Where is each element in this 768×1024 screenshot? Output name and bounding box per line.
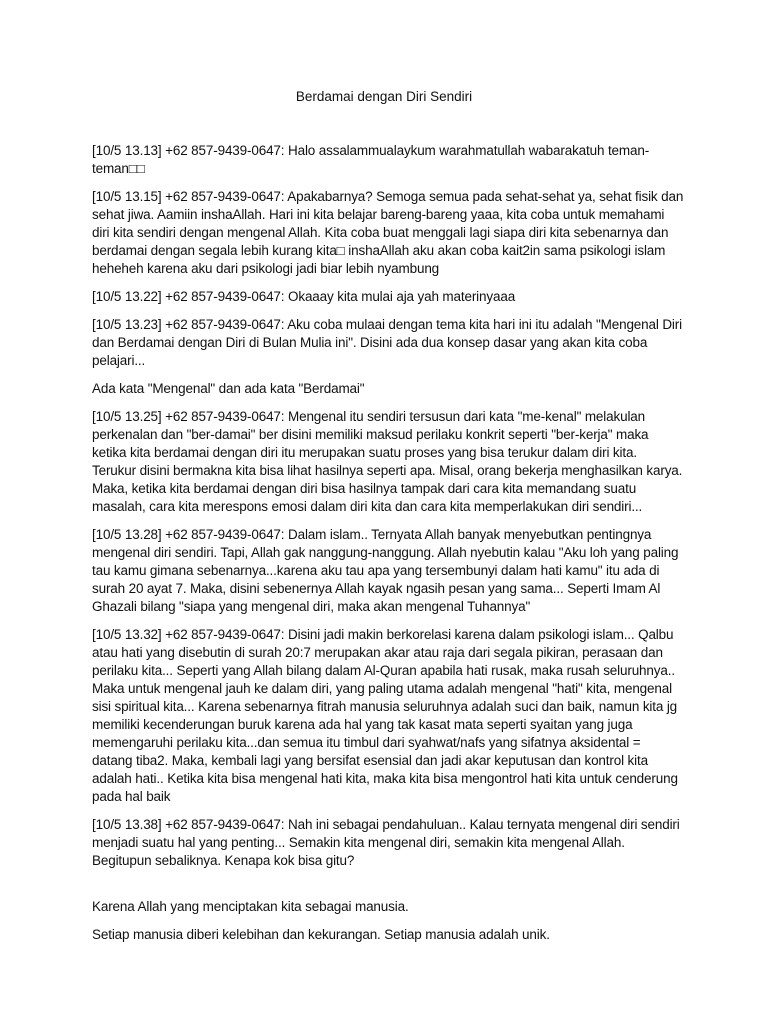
paragraph-concepts: Ada kata "Mengenal" dan ada kata "Berdamai"	[92, 381, 365, 396]
document-body	[92, 142, 684, 954]
chat-message-4: [10/5 13.23] +62 857-9439-0647: Aku coba mulaai dengan tema kita hari ini itu adalah "Mengenal Diri dan Berdamai dengan Diri di Bulan Mulia ini". Disini ada dua konsep dasar yang akan kita coba pelajari...	[92, 317, 682, 368]
chat-message-7: [10/5 13.32] +62 857-9439-0647: Disini jadi makin berkorelasi karena dalam psikologi islam... Qalbu atau hati yang disebutin di surah 20:7 merupakan akar atau raja dari segala pikiran, perasaan dan perilaku kita... Seperti yang Allah bilang dalam Al-Quran apabila hati rusak, maka rusah seluruhnya.. Maka untuk mengenal jauh ke dalam diri, yang paling utama adalah mengenal "hati" kita, mengenal sisi spiritual kita... Karena sebenarnya fitrah manusia seluruhnya adalah suci dan baik, namun kita jg memiliki kecenderungan buruk karena ada hal yang tak kasat mata seperti syaitan yang juga memengaruhi perilaku kita...dan semua itu timbul dari syahwat/nafs yang sifatnya aksidental = datang tiba2. Maka, kembali lagi yang bersifat esensial dan jadi akar keputusan dan kontrol kita adalah hati.. Ketika kita bisa mengenal hati kita, maka kita bisa mengontrol hati kita untuk cenderung pada hal baik	[92, 627, 678, 804]
chat-message-5: [10/5 13.25] +62 857-9439-0647: Mengenal itu sendiri tersusun dari kata "me-kenal" melakulan perkenalan dan "ber-damai" ber disini memiliki maksud perilaku konkrit seperti "ber-kerja" maka ketika kita berdamai dengan diri itu merupakan suatu proses yang bisa terukur dalam diri kita. Terukur disini bermakna kita bisa lihat hasilnya seperti apa. Misal, orang bekerja menghasilkan karya. Maka, ketika kita berdamai dengan diri bisa hasilnya tampak dari cara kita memandang suatu masalah, cara kita merespons emosi dalam diri kita dan cara kita memperlakukan diri sendiri...	[92, 409, 683, 514]
document-title: Berdamai dengan Diri Sendiri	[295, 89, 473, 104]
chat-message-1: [10/5 13.13] +62 857-9439-0647: Halo assalammualaykum warahmatullah wabarakatuh teman-teman□□	[92, 143, 650, 176]
closing-paragraph-2: Setiap manusia diberi kelebihan dan kekurangan. Setiap manusia adalah unik.	[92, 927, 550, 942]
closing-paragraph-1: Karena Allah yang menciptakan kita sebagai manusia.	[92, 899, 409, 914]
paragraph-spacer	[92, 880, 684, 898]
chat-message-6: [10/5 13.28] +62 857-9439-0647: Dalam islam.. Ternyata Allah banyak menyebutkan pentingnya mengenal diri sendiri. Tapi, Allah gak nanggung-nanggung. Allah nyebutin kalau "Aku loh yang paling tau kamu gimana sebenarnya...karena aku tau apa yang tersembunyi dalam hati kamu" itu ada di surah 20 ayat 7. Maka, disini sebenernya Allah kayak ngasih pesan yang sama... Seperti Imam Al Ghazali bilang "siapa yang mengenal diri, maka akan mengenal Tuhannya"	[92, 527, 679, 614]
chat-message-2: [10/5 13.15] +62 857-9439-0647: Apakabarnya? Semoga semua pada sehat-sehat ya, sehat fisik dan sehat jiwa. Aamiin inshaAllah. Hari ini kita belajar bareng-bareng yaaa, kita coba untuk memahami diri kita sendiri dengan mengenal Allah. Kita coba buat menggali lagi siapa diri kita sebenarnya dan berdamai dengan segala lebih kurang kita□ inshaAllah aku akan coba kait2in sama psikologi islam heheheh karena aku dari psikologi jadi biar lebih nyambung	[92, 189, 684, 276]
chat-message-3: [10/5 13.22] +62 857-9439-0647: Okaaay kita mulai aja yah materinyaaa	[92, 289, 516, 304]
chat-message-8: [10/5 13.38] +62 857-9439-0647: Nah ini sebagai pendahuluan.. Kalau ternyata mengenal diri sendiri menjadi suatu hal yang penting... Semakin kita mengenal diri, semakin kita mengenal Allah. Begitupun sebaliknya. Kenapa kok bisa gitu?	[92, 817, 680, 868]
